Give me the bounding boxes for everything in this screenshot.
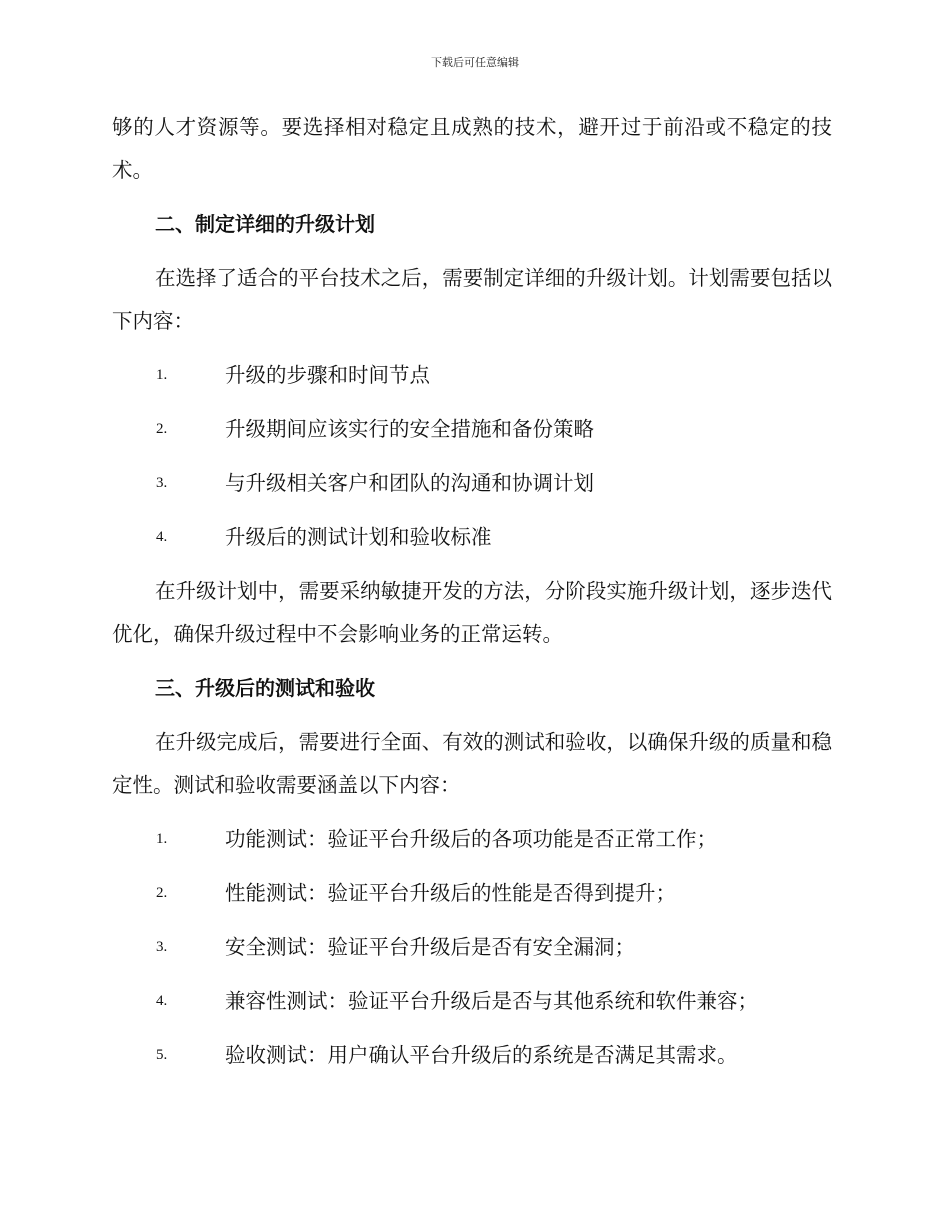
- list-number: 2.: [156, 421, 168, 437]
- list-text: 升级的步骤和时间节点: [225, 363, 430, 387]
- list-item: [112, 980, 832, 1023]
- list-item: [112, 926, 832, 969]
- list-text: 功能测试：验证平台升级后的各项功能是否正常工作；: [225, 827, 717, 851]
- list-number: 2.: [156, 885, 168, 901]
- plan-list: [112, 354, 832, 559]
- list-item: [112, 408, 832, 451]
- document-body: [112, 106, 832, 1088]
- list-text: 验收测试：用户确认平台升级后的系统是否满足其需求。: [225, 1043, 738, 1067]
- list-item: [112, 872, 832, 915]
- list-item: [112, 818, 832, 861]
- list-number: 3.: [156, 939, 168, 955]
- section-heading-3: 三、升级后的测试和验收: [155, 676, 375, 700]
- list-text: 升级期间应该实行的安全措施和备份策略: [225, 417, 594, 441]
- paragraph-test: 在升级完成后，需要进行全面、有效的测试和验收，以确保升级的质量和稳定性。测试和验收需要涵盖以下内容：: [112, 730, 832, 797]
- paragraph-plan: 在选择了适合的平台技术之后，需要制定详细的升级计划。计划需要包括以下内容：: [112, 266, 832, 333]
- list-item: [112, 462, 832, 505]
- list-number: 3.: [156, 475, 168, 491]
- list-text: 兼容性测试：验证平台升级后是否与其他系统和软件兼容；: [225, 989, 758, 1013]
- list-number: 5.: [156, 1047, 168, 1063]
- paragraph-agile: 在升级计划中，需要采纳敏捷开发的方法，分阶段实施升级计划，逐步迭代优化，确保升级过程中不会影响业务的正常运转。: [112, 579, 832, 646]
- list-text: 性能测试：验证平台升级后的性能是否得到提升；: [225, 881, 676, 905]
- section-heading-2: 二、制定详细的升级计划: [155, 212, 375, 236]
- test-list: [112, 818, 832, 1077]
- list-number: 4.: [156, 529, 168, 545]
- list-number: 4.: [156, 993, 168, 1009]
- list-number: 1.: [156, 367, 168, 383]
- page-header: 下载后可任意编辑: [431, 56, 519, 69]
- list-item: [112, 1034, 832, 1077]
- list-item: [112, 354, 832, 397]
- list-text: 与升级相关客户和团队的沟通和协调计划: [225, 471, 594, 495]
- list-text: 安全测试：验证平台升级后是否有安全漏洞；: [225, 935, 635, 959]
- list-item: [112, 516, 832, 559]
- list-number: 1.: [156, 831, 168, 847]
- paragraph-intro: 够的人才资源等。要选择相对稳定且成熟的技术，避开过于前沿或不稳定的技术。: [112, 115, 832, 182]
- list-text: 升级后的测试计划和验收标准: [225, 525, 492, 549]
